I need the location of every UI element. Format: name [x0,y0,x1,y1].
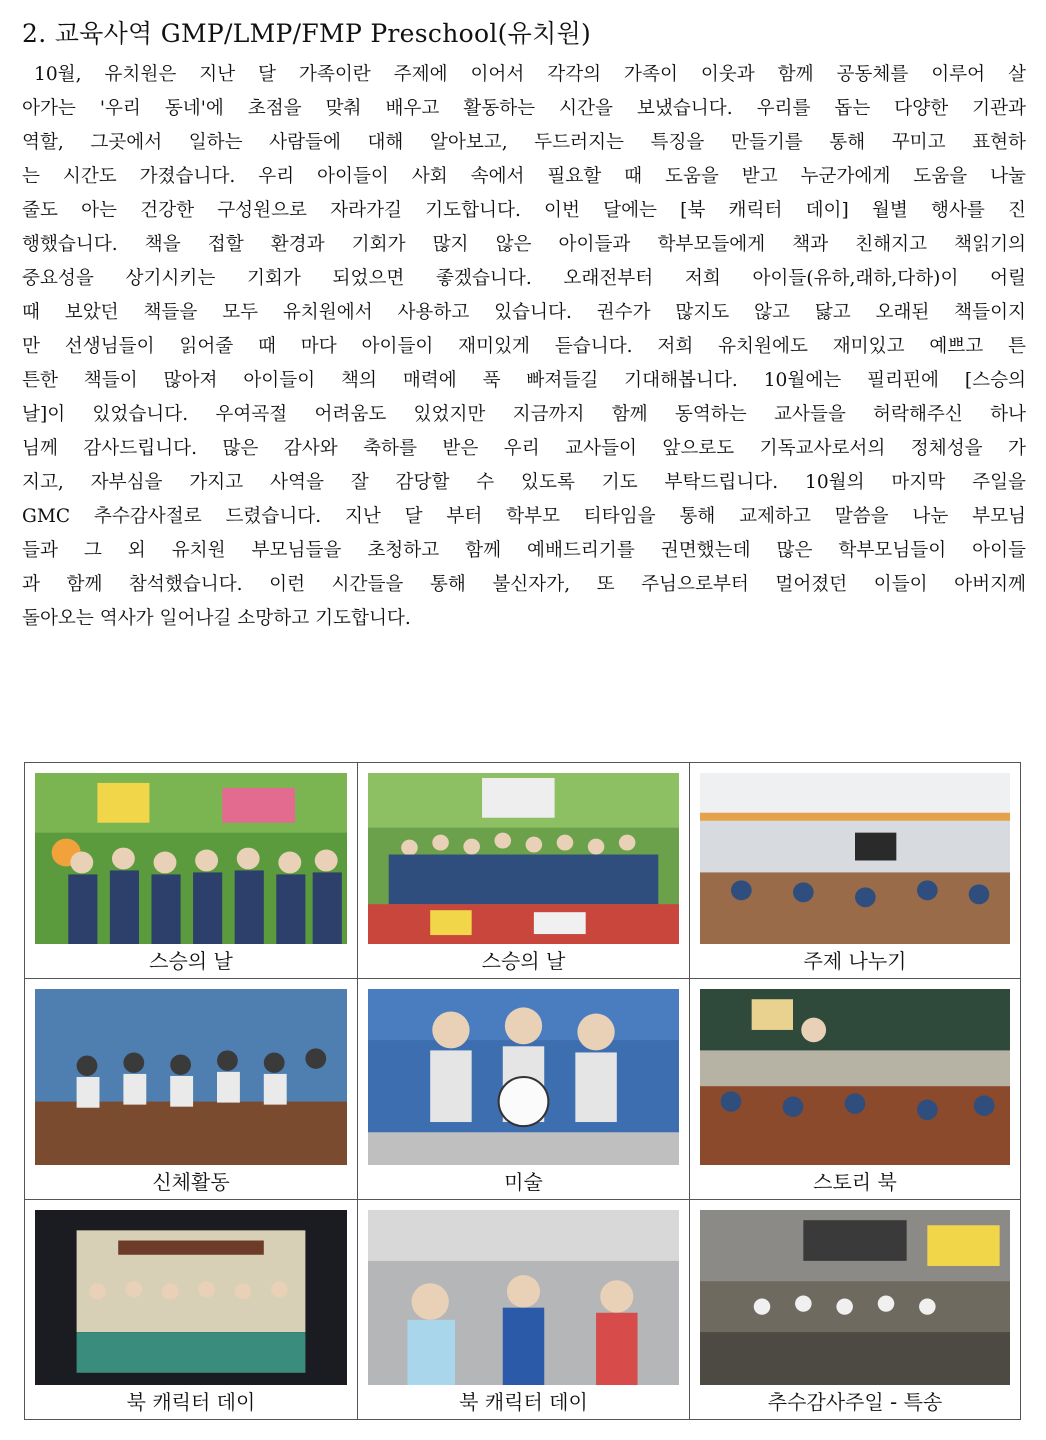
photo-cell [25,763,358,979]
photo-caption: 추수감사주일 - 특송 [767,1390,943,1414]
photo-topic-sharing [700,773,1010,944]
photo-book-character-day-2 [368,1210,679,1385]
photo-cell [25,979,358,1200]
photo-caption: 북 캐릭터 데이 [126,1390,256,1414]
photo-cell [358,1200,690,1419]
paragraph-line: 돌아오는 역사가 일어나길 소망하고 기도합니다. [22,608,411,629]
paragraph-line: 중요성을 상기시키는 기회가 되었으면 좋겠습니다. 오래전부터 저희 아이들(유하,래하,다하)이 어릴 [22,268,1026,289]
photo-book-character-day-1 [35,1210,347,1385]
paragraph-line: 날]이 있었습니다. 우여곡절 어려움도 있었지만 지금까지 함께 동역하는 교사들을 허락해주신 하나 [22,404,1026,425]
photo-caption: 스승의 날 [481,949,566,973]
paragraph-line: 줄도 아는 건강한 구성원으로 자라가길 기도합니다. 이번 달에는 [북 캐릭터 데이] 월별 행사를 진 [22,200,1026,221]
paragraph-line: GMC 추수감사절로 드렸습니다. 지난 달 부터 학부모 티타임을 통해 교제하고 말씀을 나눈 부모님 [22,506,1026,527]
page-title: 2. 교육사역 GMP/LMP/FMP Preschool(유치원) [22,19,592,48]
photo-cell [358,979,690,1200]
paragraph-line: 10월, 유치원은 지난 달 가족이란 주제에 이어서 각각의 가족이 이웃과 함께 공동체를 이루어 살 [34,64,1026,85]
photo-cell [690,979,1020,1200]
photo-teachers-day-2 [368,773,679,944]
photo-art [368,989,679,1165]
paragraph-line: 역할, 그곳에서 일하는 사람들에 대해 알아보고, 두드러지는 특징을 만들기를 통해 꾸미고 표현하 [22,132,1026,153]
photo-cell [25,1200,358,1419]
paragraph-line: 는 시간도 가졌습니다. 우리 아이들이 사회 속에서 필요할 때 도움을 받고 누군가에게 도움을 나눌 [22,166,1026,187]
paragraph-line: 아가는 '우리 동네'에 초점을 맞춰 배우고 활동하는 시간을 보냈습니다. 우리를 돕는 다양한 기관과 [22,98,1026,119]
paragraph-line: 행했습니다. 책을 접할 환경과 기회가 많지 않은 아이들과 학부모들에게 책과 친해지고 책읽기의 [22,234,1026,255]
photo-caption: 미술 [504,1170,543,1194]
photo-caption: 스승의 날 [149,949,233,973]
photo-cell [358,763,690,979]
photo-cell [690,763,1020,979]
photo-story-book [700,989,1010,1165]
photo-caption: 주제 나누기 [803,949,907,973]
photo-caption: 스토리 북 [813,1170,897,1194]
photo-grid [24,762,1021,1420]
article-body [22,58,1026,636]
paragraph-line: 들과 그 외 유치원 부모님들을 초청하고 함께 예배드리기를 권면했는데 많은 학부모님들이 아이들 [22,540,1026,561]
photo-cell [690,1200,1020,1419]
paragraph-line: 과 함께 참석했습니다. 이런 시간들을 통해 불신자가, 또 주님으로부터 멀어졌던 이들이 아버지께 [22,574,1026,595]
photo-caption: 신체활동 [152,1170,230,1194]
paragraph-line: 때 보았던 책들을 모두 유치원에서 사용하고 있습니다. 권수가 많지도 않고 닳고 오래된 책들이지 [22,302,1026,323]
photo-teachers-day-1 [35,773,347,944]
paragraph-line: 님께 감사드립니다. 많은 감사와 축하를 받은 우리 교사들이 앞으로도 기독교사로서의 정체성을 가 [22,438,1026,459]
paragraph-line: 지고, 자부심을 가지고 사역을 잘 감당할 수 있도록 기도 부탁드립니다. 10월의 마지막 주일을 [22,472,1026,493]
paragraph-line: 만 선생님들이 읽어줄 때 마다 아이들이 재미있게 듣습니다. 저희 유치원에도 재미있고 예쁘고 튼 [22,336,1026,357]
photo-thanksgiving-special-song [700,1210,1010,1385]
photo-caption: 북 캐릭터 데이 [459,1390,588,1414]
photo-physical-activity [35,989,347,1165]
paragraph-line: 튼한 책들이 많아져 아이들이 책의 매력에 푹 빠져들길 기대해봅니다. 10월에는 필리핀에 [스승의 [22,370,1026,391]
